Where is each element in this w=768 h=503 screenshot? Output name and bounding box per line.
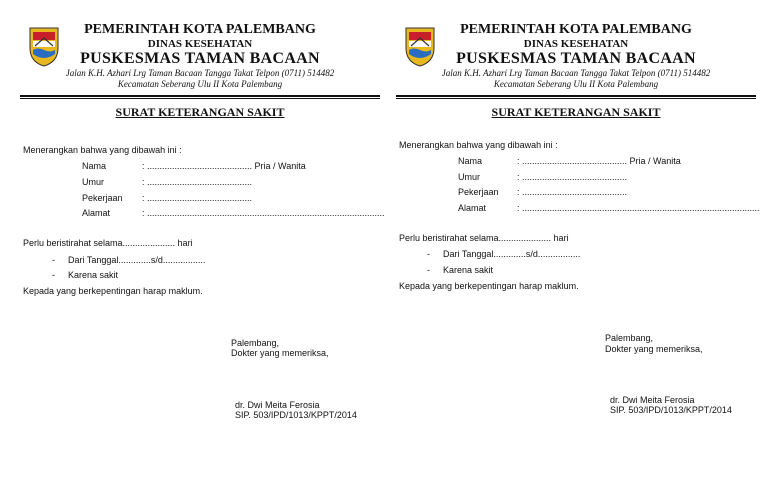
rest-duration: Perlu beristirahat selama..................... hari: [23, 238, 193, 248]
doctor-name: dr. Dwi Meita Ferosia: [610, 395, 695, 405]
field-label-name: Nama: [458, 156, 483, 166]
field-value-age: : ..........................................: [517, 172, 628, 182]
field-value-age: : ..........................................: [142, 177, 253, 187]
field-label-age: Umur: [458, 172, 480, 182]
field-value-occupation: : ..........................................: [142, 193, 253, 203]
field-value-address: : ...............................................................................................: [142, 208, 385, 218]
sign-role: Dokter yang memeriksa,: [231, 348, 329, 358]
bullet: -: [52, 255, 55, 265]
field-label-occupation: Pekerjaan: [458, 187, 499, 197]
field-value-occupation: : ..........................................: [517, 187, 628, 197]
sign-place: Palembang,: [231, 338, 280, 348]
header-address: Jalan K.H. Azhari Lrg Taman Bacaan Tangga Takat Telpon (0711) 514482: [441, 68, 711, 78]
date-range: Dari Tanggal.............s/d.................: [443, 249, 581, 259]
header-divider-thin: [396, 98, 756, 99]
sign-role: Dokter yang memeriksa,: [605, 344, 703, 354]
header-address: Jalan K.H. Azhari Lrg Taman Bacaan Tangga Takat Telpon (0711) 514482: [65, 68, 335, 78]
header-government: PEMERINTAH KOTA PALEMBANG: [84, 22, 316, 37]
header-divider-thin: [20, 98, 380, 99]
header-clinic: PUSKESMAS TAMAN BACAAN: [80, 50, 320, 67]
header-government: PEMERINTAH KOTA PALEMBANG: [460, 22, 692, 37]
header-district: Kecamatan Seberang Ulu II Kota Palembang: [117, 79, 283, 89]
header-district: Kecamatan Seberang Ulu II Kota Palembang: [493, 79, 659, 89]
letter-right: [396, 0, 760, 503]
field-label-address: Alamat: [458, 203, 487, 213]
doctor-sip: SIP. 503/IPD/1013/KPPT/2014: [610, 405, 732, 415]
letter-title: SURAT KETERANGAN SAKIT: [115, 105, 285, 119]
bullet: -: [52, 270, 55, 280]
doctor-name: dr. Dwi Meita Ferosia: [235, 400, 320, 410]
header-divider: [396, 95, 756, 97]
field-value-name: : .......................................... Pria / Wanita: [517, 156, 681, 166]
header-department: DINAS KESEHATAN: [523, 38, 629, 50]
letter-title: SURAT KETERANGAN SAKIT: [491, 105, 661, 119]
field-value-name: : .......................................... Pria / Wanita: [142, 161, 306, 171]
intro-text: Menerangkan bahwa yang dibawah ini :: [399, 140, 558, 150]
intro-text: Menerangkan bahwa yang dibawah ini :: [23, 145, 182, 155]
header-department: DINAS KESEHATAN: [147, 38, 253, 50]
letter-left: [20, 0, 385, 503]
bullet: -: [427, 249, 430, 259]
sick-reason: Karena sakit: [443, 265, 494, 275]
field-label-age: Umur: [82, 177, 104, 187]
field-label-address: Alamat: [82, 208, 111, 218]
doctor-sip: SIP. 503/IPD/1013/KPPT/2014: [235, 410, 357, 420]
header-clinic: PUSKESMAS TAMAN BACAAN: [456, 50, 696, 67]
date-range: Dari Tanggal.............s/d.................: [68, 255, 206, 265]
bullet: -: [427, 265, 430, 275]
sick-reason: Karena sakit: [68, 270, 119, 280]
closing-text: Kepada yang berkepentingan harap maklum.: [23, 286, 203, 296]
rest-duration: Perlu beristirahat selama..................... hari: [399, 233, 569, 243]
field-value-address: : ...............................................................................................: [517, 203, 760, 213]
field-label-name: Nama: [82, 161, 107, 171]
header-divider: [20, 95, 380, 97]
sign-place: Palembang,: [605, 333, 654, 343]
field-label-occupation: Pekerjaan: [82, 193, 123, 203]
closing-text: Kepada yang berkepentingan harap maklum.: [399, 281, 579, 291]
